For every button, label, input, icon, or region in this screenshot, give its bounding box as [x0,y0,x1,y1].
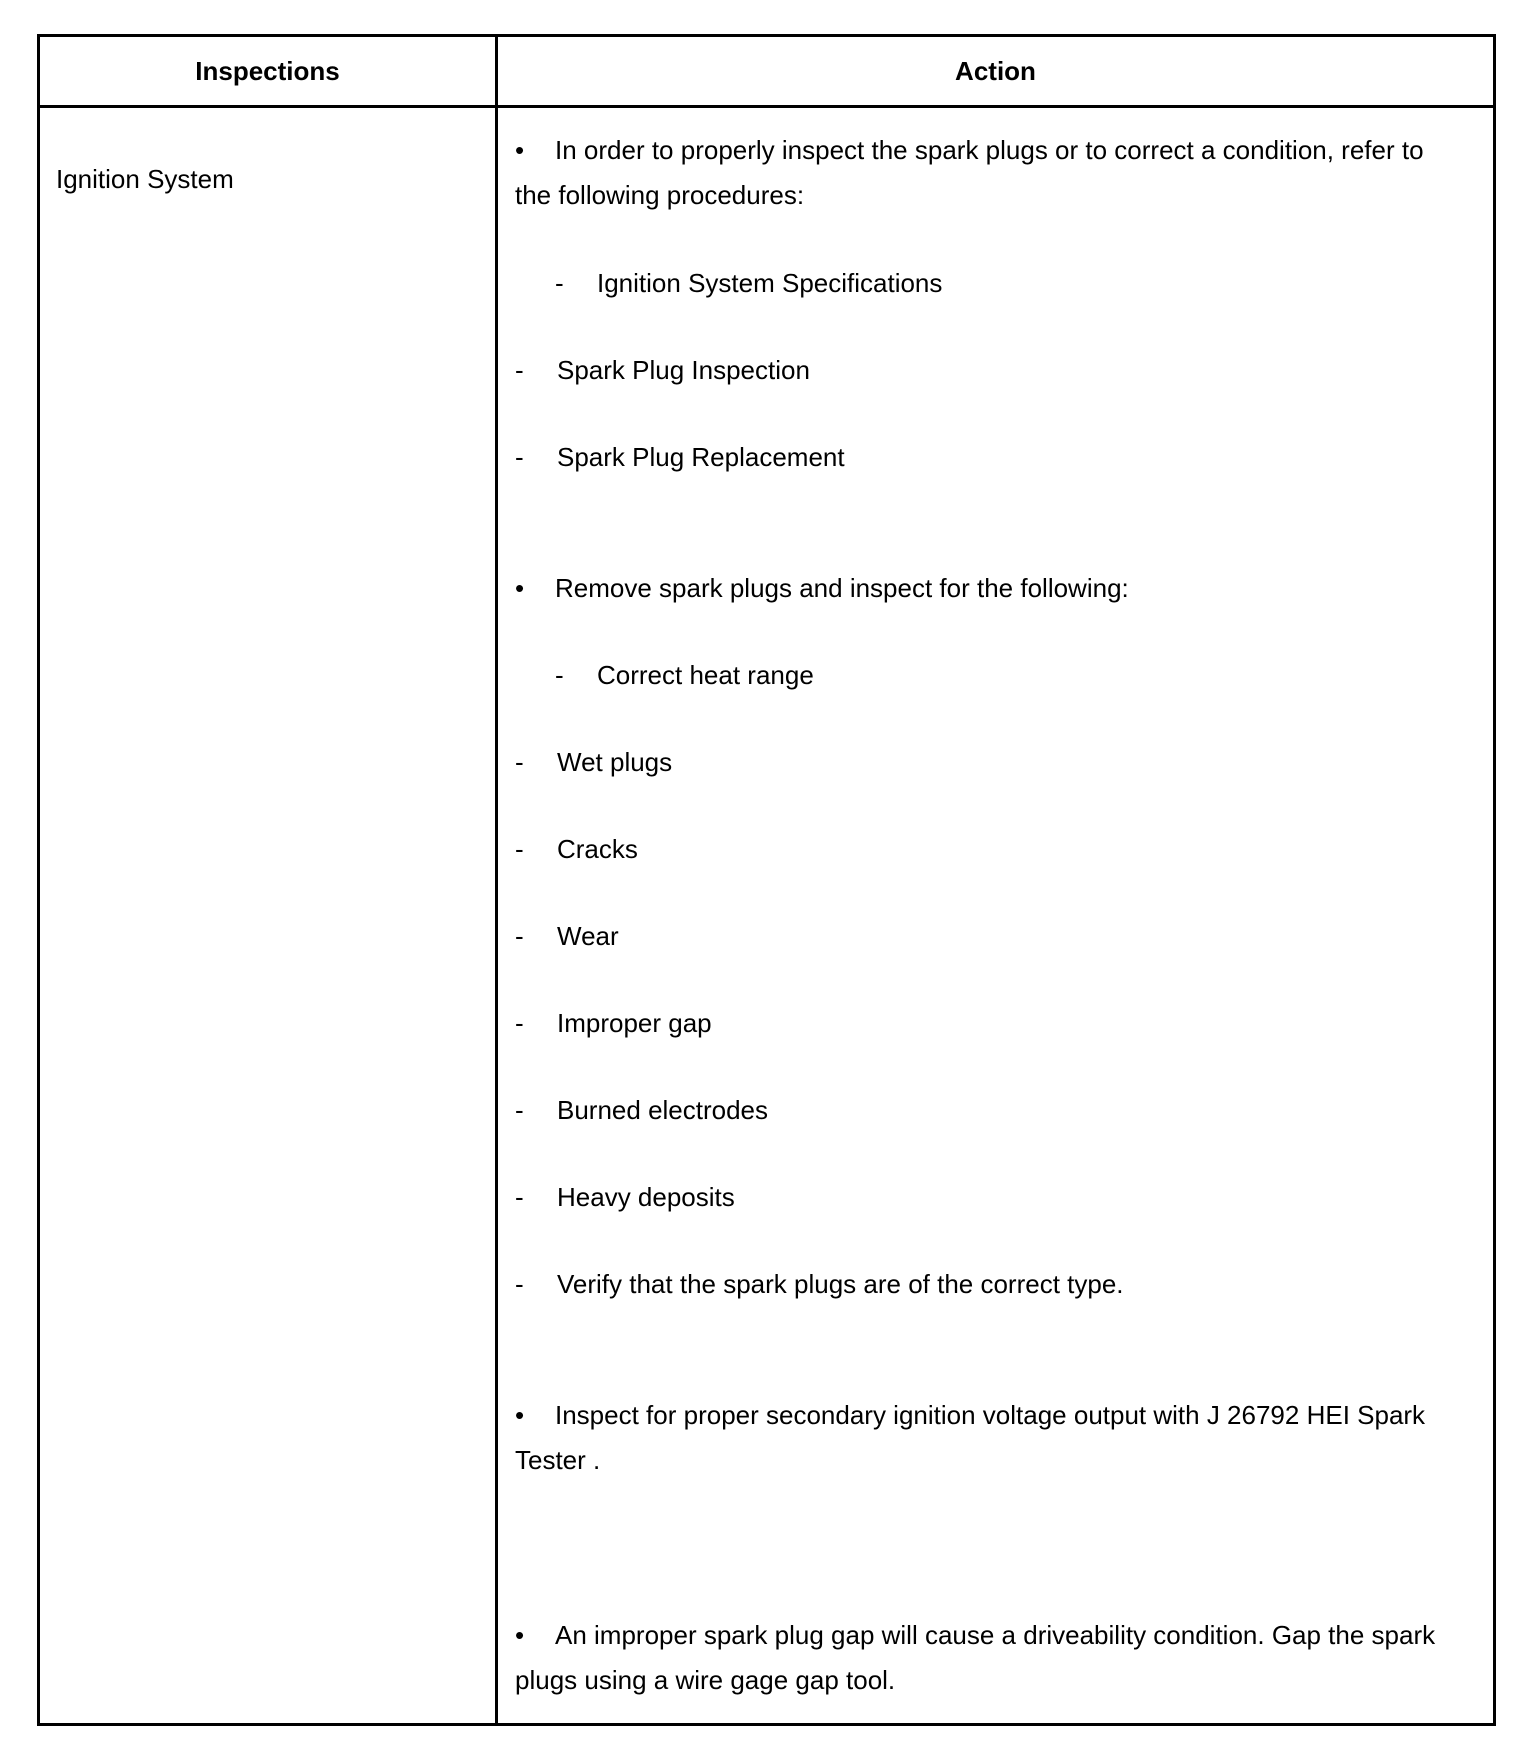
dash-icon: - [515,442,524,472]
sub-item-text: Verify that the spark plugs are of the correct type. [557,1269,1124,1299]
inspection-table [37,34,1496,1726]
sub-item-text: Cracks [557,834,638,864]
action-text: Inspect for proper secondary ignition voltage output with J 26792 HEI Spark Tester . [515,1400,1426,1475]
dash-icon: - [515,921,524,951]
bullet-icon: • [515,573,525,603]
sub-item-text: Wet plugs [557,747,673,777]
dash-icon: - [515,834,524,864]
sub-item [515,1088,768,1133]
sub-item [515,348,810,393]
sub-item [515,1262,1124,1307]
table-header-row [40,37,1493,108]
sub-item-text: Heavy deposits [557,1182,735,1212]
action-text: Remove spark plugs and inspect for the following: [555,573,1129,603]
sub-item-text: Spark Plug Inspection [557,355,810,385]
sub-item-text: Correct heat range [597,660,814,690]
dash-icon: - [515,1008,524,1038]
sub-item-text: Ignition System Specifications [597,268,943,298]
dash-icon: - [555,268,564,298]
sub-item [515,914,619,959]
sub-item [555,653,814,698]
bullet-icon: • [515,1620,525,1650]
sub-item-text: Improper gap [557,1008,712,1038]
action-bullet-3 [515,1393,1455,1483]
action-bullet-2 [515,566,1455,611]
column-divider [495,37,498,1723]
sub-item [515,1001,712,1046]
sub-item [555,261,942,306]
dash-icon: - [555,660,564,690]
dash-icon: - [515,747,524,777]
action-bullet-4 [515,1613,1455,1703]
dash-icon: - [515,1182,524,1212]
sub-item [515,1175,735,1220]
dash-icon: - [515,1269,524,1299]
inspection-name: Ignition System [56,164,234,194]
action-text: An improper spark plug gap will cause a driveability condition. Gap the spark plugs using a wire gage gap tool. [515,1620,1436,1695]
dash-icon: - [515,1095,524,1125]
header-inspections: Inspections [195,55,340,86]
header-action: Action [955,55,1036,86]
sub-item [515,827,638,872]
sub-item-text: Wear [557,921,619,951]
action-text: In order to properly inspect the spark plugs or to correct a condition, refer to the following procedures: [515,135,1424,210]
sub-item-text: Spark Plug Replacement [557,442,845,472]
sub-item [515,435,845,480]
bullet-icon: • [515,1400,525,1430]
sub-item [515,740,672,785]
bullet-icon: • [515,135,525,165]
sub-item-text: Burned electrodes [557,1095,769,1125]
action-bullet-1 [515,128,1455,218]
dash-icon: - [515,355,524,385]
